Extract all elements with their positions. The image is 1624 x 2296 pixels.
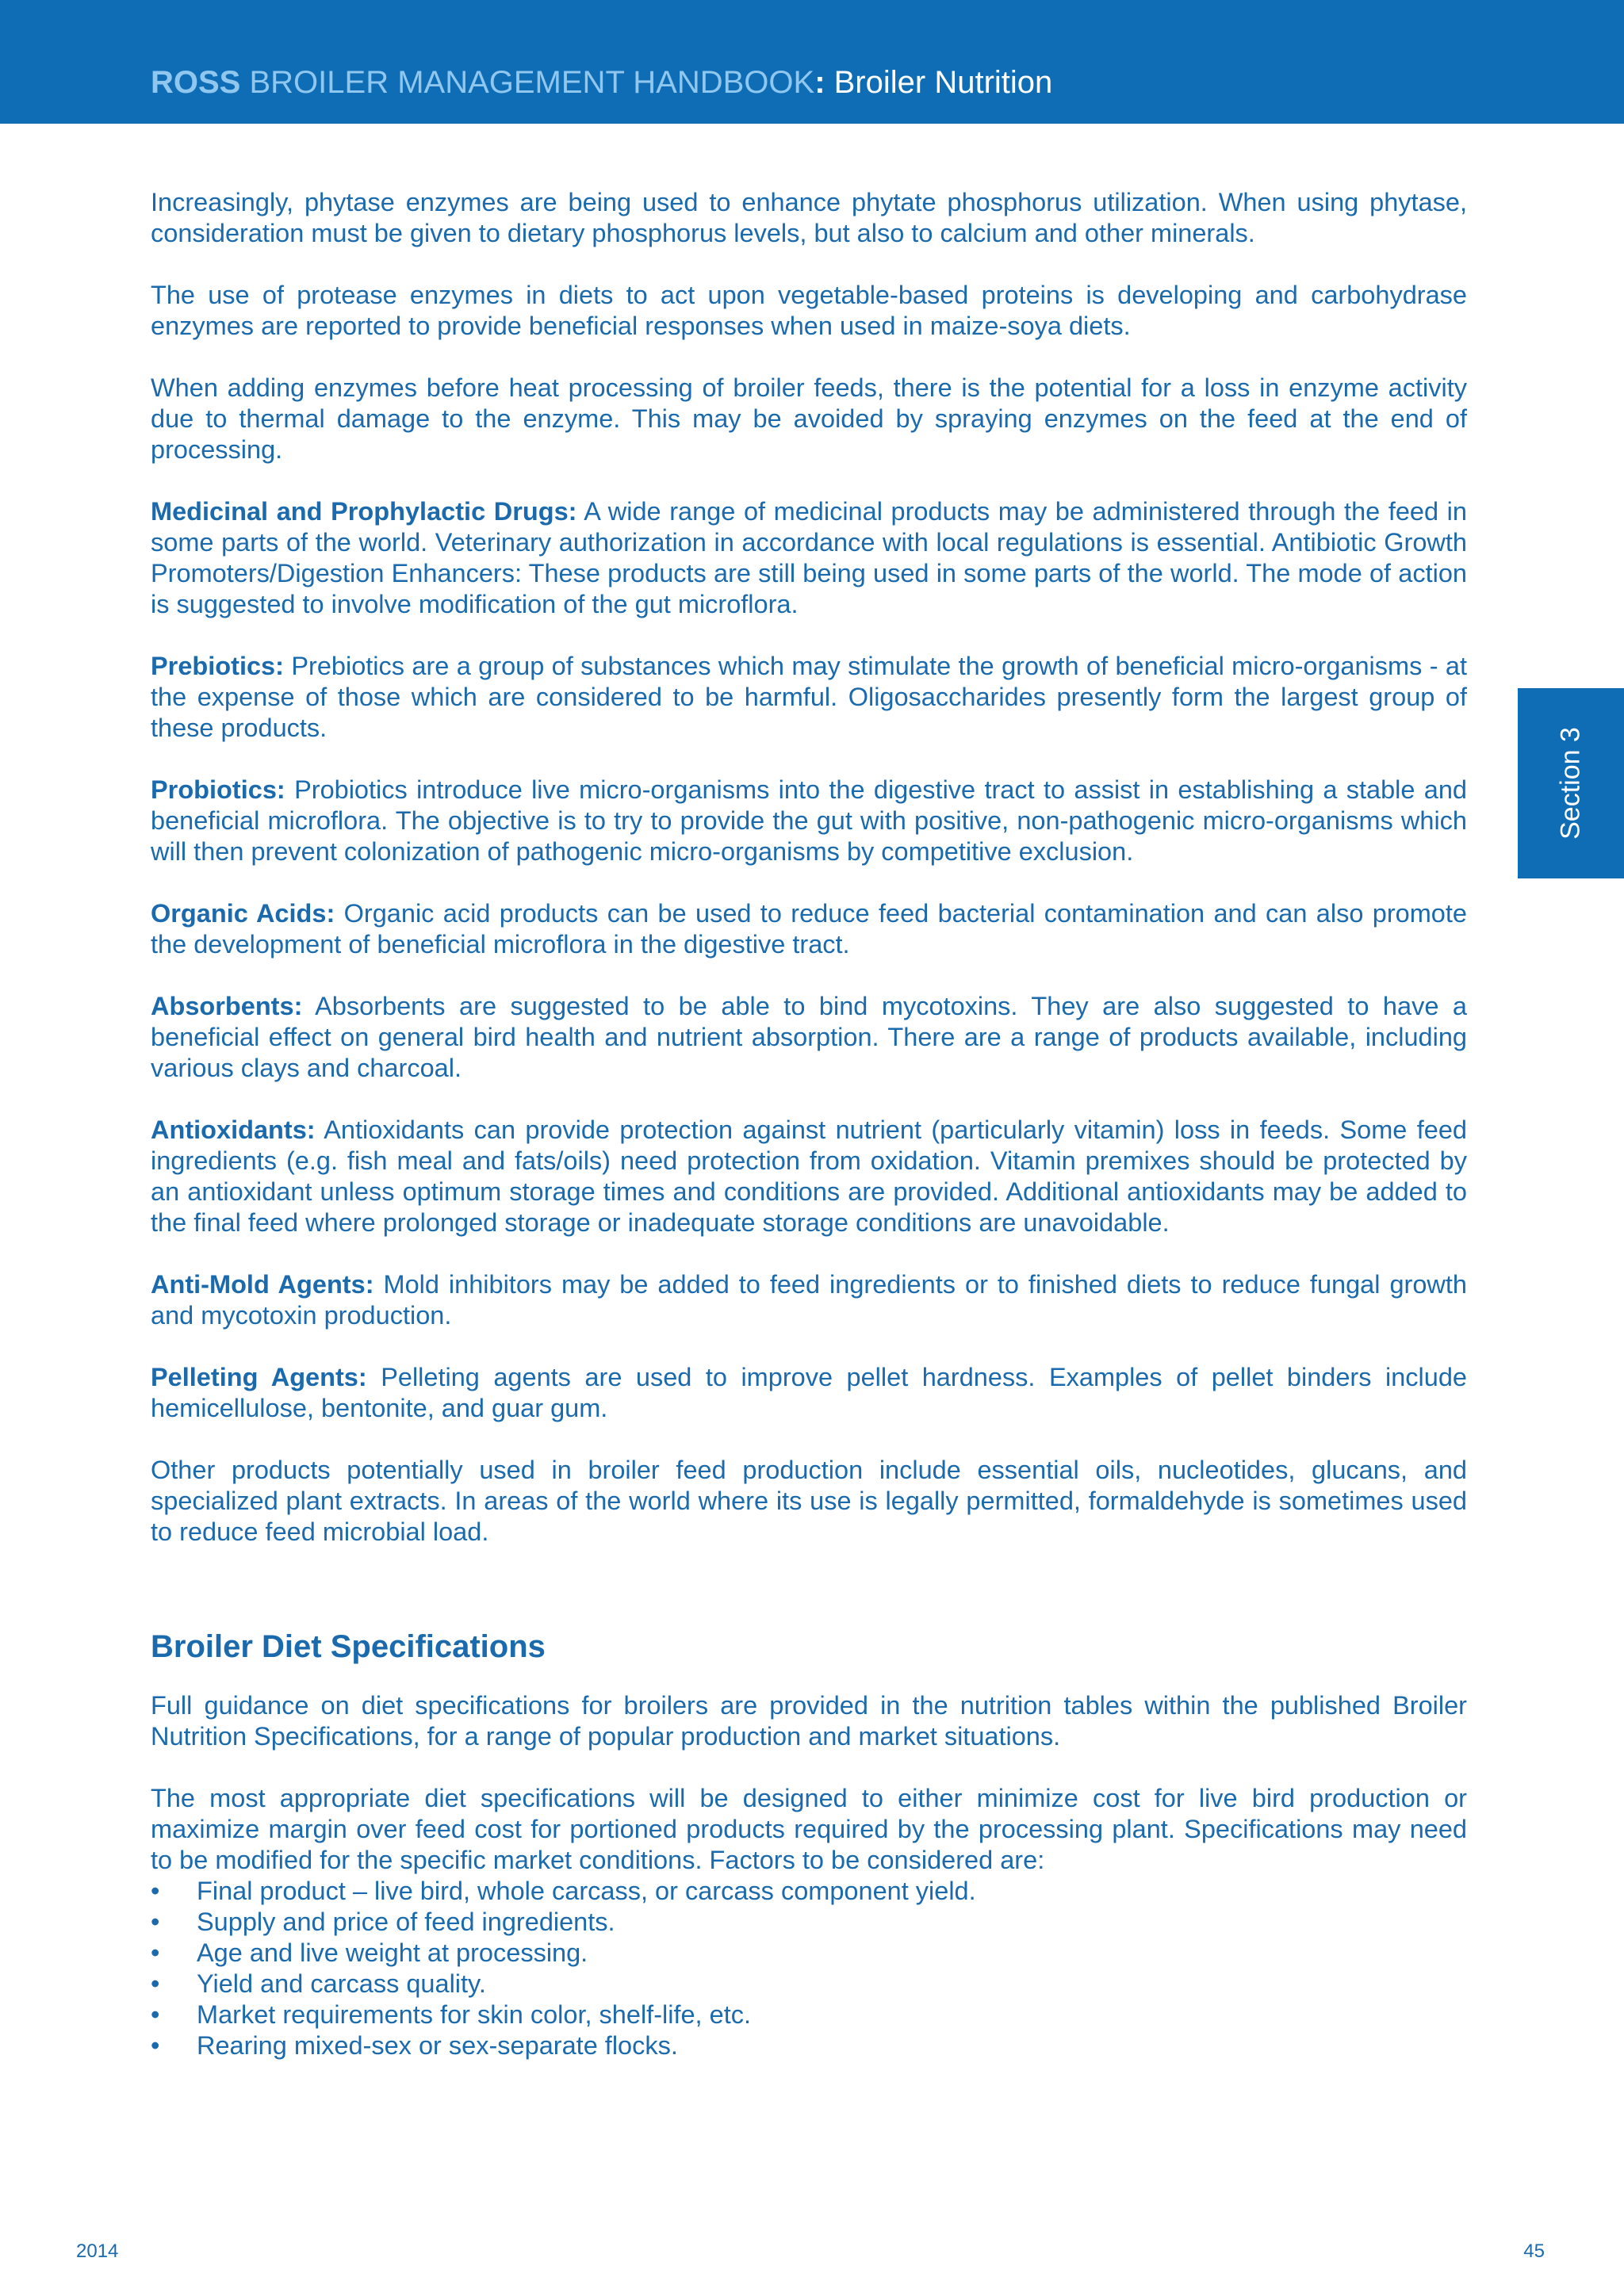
paragraph-text: Absorbents are suggested to be able to bind mycotoxins. They are also suggested to have a beneficial effect on general bird health and nutrient absorption. There are a range of products available, including various clays and charcoal. [151,992,1467,1082]
paragraph-antioxidants [151,1115,1467,1238]
paragraph-text: Probiotics introduce live micro-organisms into the digestive tract to assist in establishing a stable and beneficial microflora. The objective is to try to provide the gut with positive, non-pathogenic micro-organisms which will then prevent colonization of pathogenic micro-organisms by competitive exclusion. [151,775,1467,866]
paragraph-lead: Medicinal and Prophylactic Drugs: [151,497,577,526]
page-number: 45 [1523,2241,1545,2262]
paragraph-phytase [151,187,1467,249]
paragraph-lead: Anti-Mold Agents: [151,1270,374,1299]
paragraph-text: Mold inhibitors may be added to feed ingredients or to finished diets to reduce fungal growth and mycotoxin production. [151,1270,1467,1330]
list-item: • Rearing mixed-sex or sex-separate flocks. [151,2030,1467,2061]
paragraph-lead: Probiotics: [151,775,285,804]
paragraph-text: The use of protease enzymes in diets to act upon vegetable-based proteins is developing and carbohydrase enzymes are reported to provide beneficial responses when used in maize-soya diets. [151,281,1467,340]
list-item: • Market requirements for skin color, shelf-life, etc. [151,1999,1467,2030]
paragraph-medicinal-drugs [151,496,1467,620]
page-header [0,0,1624,124]
paragraph-text: A wide range of medicinal products may be administered through the feed in some parts of the world. Veterinary authorization in accordance with local regulations is essential. Antibiotic Growth Promoters/Digestion Enhancers: These products are still being used in some parts of the world. The mode of action is suggested to involve modification of the gut microflora. [151,497,1467,618]
header-handbook-title: BROILER MANAGEMENT HANDBOOK [240,65,815,100]
paragraph-text: When adding enzymes before heat processing of broiler feeds, there is the potential for a loss in enzyme activity due to thermal damage to the enzyme. This may be avoided by spraying enzymes on the feed at the end of processing. [151,373,1467,464]
header-brand: ROSS [151,65,241,100]
paragraph-anti-mold [151,1269,1467,1331]
paragraph-diet-guidance: Full guidance on diet specifications for broilers are provided in the nutrition tables within the published Broiler Nutrition Specifications, for a range of popular production and market situations. [151,1691,1467,1751]
paragraph-lead: Organic Acids: [151,899,335,928]
section-heading: Broiler Diet Specifications [151,1629,546,1664]
factors-list [151,1876,1467,2061]
header-colon: : [814,65,825,100]
header-chapter-title: Broiler Nutrition [825,65,1053,100]
paragraph-lead: Antioxidants: [151,1115,316,1144]
header-title [151,62,1052,103]
list-item: • Age and live weight at processing. [151,1938,1467,1969]
section-tab-label: Section 3 [1555,727,1586,840]
paragraph-text: Antioxidants can provide protection against nutrient (particularly vitamin) loss in feeds. Some feed ingredients (e.g. fish meal and fats/oils) need protection from oxidation. Vitamin premixes should be protected by an antioxidant unless optimum storage times and conditions are provided. Additional antioxidants may be added to the final feed where prolonged storage or inadequate storage conditions are unavoidable. [151,1115,1467,1237]
paragraph-lead: Absorbents: [151,992,303,1020]
section-tab [1518,688,1624,878]
paragraph-other-products [151,1455,1467,1548]
paragraph-organic-acids [151,898,1467,960]
paragraph-text: Organic acid products can be used to reduce feed bacterial contamination and can also promote the development of beneficial microflora in the digestive tract. [151,899,1467,959]
paragraph-text: Increasingly, phytase enzymes are being used to enhance phytate phosphorus utilization. When using phytase, consideration must be given to dietary phosphorus levels, but also to calcium and other minerals. [151,188,1467,247]
paragraph-text: Prebiotics are a group of substances which may stimulate the growth of beneficial micro-organisms - at the expense of those which are considered to be harmful. Oligosaccharides presently form the largest group of these products. [151,652,1467,742]
paragraph-text: Pelleting agents are used to improve pellet hardness. Examples of pellet binders include hemicellulose, bentonite, and guar gum. [151,1363,1467,1422]
paragraph-probiotics [151,775,1467,867]
paragraph-lead: Pelleting Agents: [151,1363,367,1391]
main-content [151,187,1467,2061]
list-item: • Final product – live bird, whole carcass, or carcass component yield. [151,1876,1467,1907]
list-item: • Supply and price of feed ingredients. [151,1907,1467,1938]
paragraph-diet-specifications: The most appropriate diet specifications will be designed to either minimize cost for live bird production or maximize margin over feed cost for portioned products required by the processing plant. Specifications may need to be modified for the specific market conditions. Factors to be considered are: [151,1784,1467,1874]
footer-year: 2014 [76,2241,119,2262]
paragraph-text: Other products potentially used in broiler feed production include essential oils, nucleotides, glucans, and specialized plant extracts. In areas of the world where its use is legally permitted, formaldehyde is sometimes used to reduce feed microbial load. [151,1456,1467,1546]
paragraph-protease [151,280,1467,342]
paragraph-absorbents [151,991,1467,1084]
paragraph-pelleting-agents [151,1362,1467,1424]
paragraph-heat-processing [151,373,1467,465]
paragraph-prebiotics [151,651,1467,744]
list-item: • Yield and carcass quality. [151,1969,1467,1999]
paragraph-lead: Prebiotics: [151,652,284,680]
